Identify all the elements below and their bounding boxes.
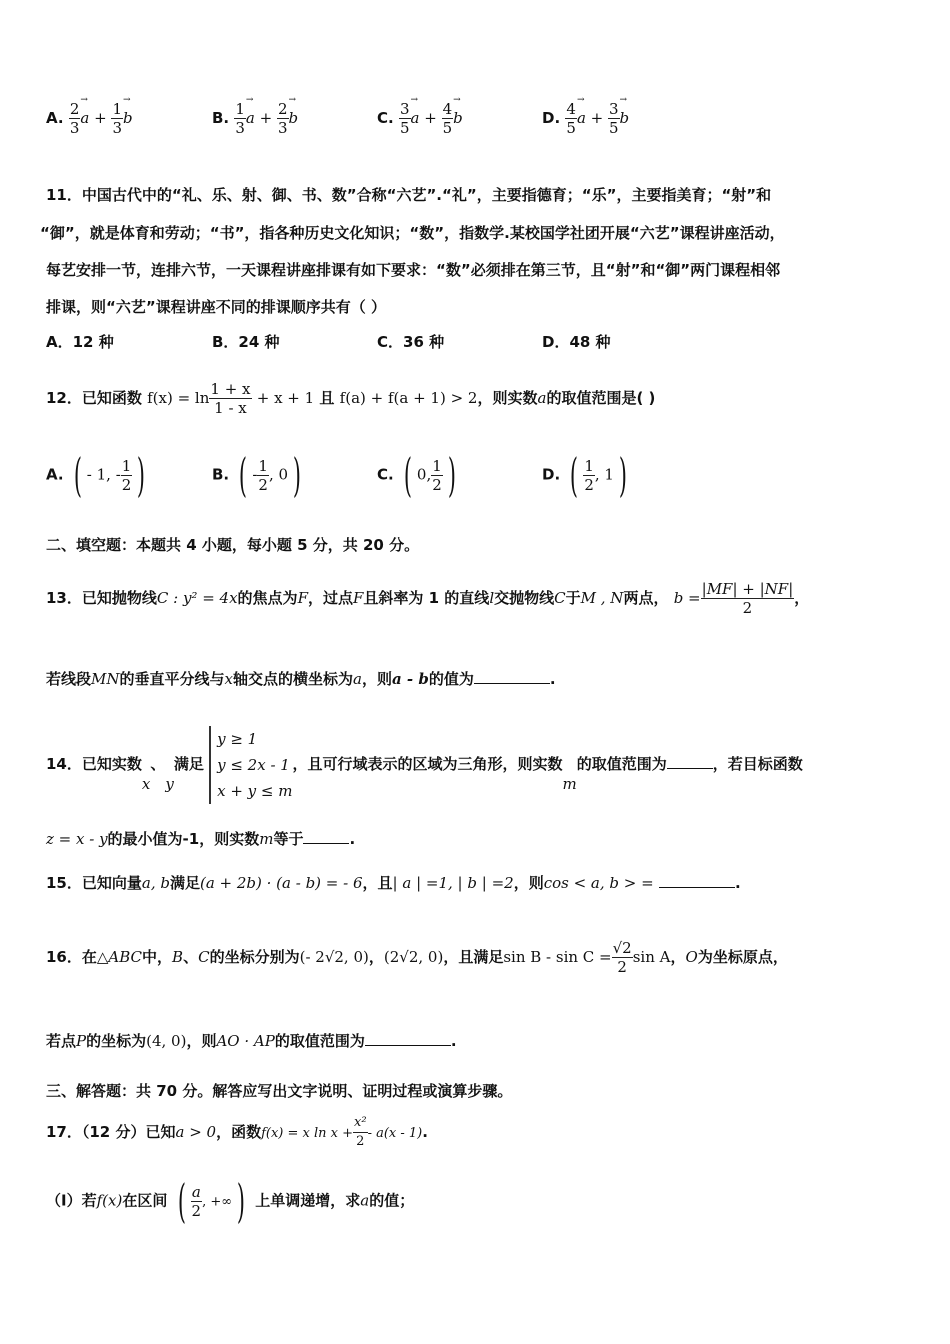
q15-answer-blank[interactable] (659, 887, 735, 888)
q16-b: B (172, 948, 184, 966)
q12-suffix-1: ，则实数 (477, 389, 538, 407)
section-3-heading: 三、解答题：共 70 分。解答应写出文字说明、证明过程或演算步骤。 (46, 1082, 513, 1100)
q12-option-c: C. ( 0, $\frac{1}{2}$ ) (377, 448, 456, 502)
q12-stem (46, 376, 910, 420)
q12-var: a (537, 389, 547, 407)
q11-option-b: B．24 种 (212, 333, 280, 351)
q17-func-frac: $\frac{\text{x²}}{2}$ (354, 1115, 367, 1149)
q14-m: m (562, 775, 577, 793)
q13-text-4: 且斜率为 1 的直线 (363, 589, 490, 607)
q17-text-3: . (422, 1123, 428, 1141)
q11-line-1: 11．中国古代中的“礼、乐、射、御、书、数”合称“六艺”.“礼”，主要指德育；“乐”，主要指美育；“射”和 (46, 186, 772, 204)
q16-comma: ， (368, 948, 384, 966)
q13-answer-blank[interactable] (474, 683, 550, 684)
q16-sep: 、 (183, 948, 199, 966)
q13-focus-2: F (353, 589, 364, 607)
q13-a: a (353, 670, 362, 688)
q11-line-2: “御”，就是体育和劳动；“书”，指各种历史文化知识；“数”，指数学.某校国学社团开展“六艺”课程讲座活动， (40, 224, 785, 242)
q13-curve-c: C (554, 589, 566, 607)
q12-func-tail: + x + 1 (256, 389, 315, 407)
q16-triangle: △ABC (96, 948, 143, 966)
q15-condition: (a + 2b) · (a - b) = - 6 (199, 874, 363, 892)
q14-line-2: z = x - y的最小值为-1，则实数m等于 . (46, 830, 356, 848)
q17-text-2: ，函数 (216, 1123, 262, 1141)
q15-magnitudes: | a | =1, | b | =2 (392, 874, 514, 892)
q15-text-1: 15．已知向量 (46, 874, 142, 892)
q14-text-1: 14．已知实数 (46, 755, 142, 773)
q12-mid: 且 (319, 389, 335, 407)
q13-x-axis: x (224, 670, 233, 688)
q17-condition: a > 0 (175, 1123, 217, 1141)
q13-a-minus-b: a - b (391, 670, 429, 688)
q17-part-1-text-d: 的值； (369, 1191, 415, 1210)
q14-answer-blank-1[interactable] (667, 768, 713, 769)
q16-text-8: 的坐标为 (86, 1032, 147, 1050)
q14-y: y (165, 775, 174, 793)
q14-line-1 (46, 722, 910, 826)
q10-option-c: C. $\frac{3}{5}$ → a + $\frac{4}{5}$ → b (377, 100, 463, 137)
q15-line (46, 872, 910, 894)
section-2-heading: 二、填空题：本题共 4 小题，每小题 5 分，共 20 分。 (46, 536, 420, 554)
q10-option-a: A. $\frac{2}{3}$ → a + $\frac{1}{3}$ → b (46, 100, 133, 137)
q10-option-b: B. $\frac{1}{3}$ → a + $\frac{2}{3}$ → b (212, 100, 298, 137)
q13-line-l: l (489, 589, 495, 607)
q14-sep: 、 (150, 755, 166, 773)
q14-text-5: ，若目标函数 (712, 755, 803, 773)
q16-text-9: ，则 (186, 1032, 217, 1050)
q16-line-1 (46, 934, 910, 980)
q15-vectors: a, b (141, 874, 170, 892)
q13-text-12: ，则 (361, 670, 392, 688)
q14-objective: z = x - y (46, 830, 108, 848)
q15-cos: cos < a, b > = (543, 874, 654, 892)
q13-text-2: 的焦点为 (237, 589, 298, 607)
q16-c: C (198, 948, 210, 966)
q16-text-4: ，且满足 (443, 948, 504, 966)
q17-interval-frac: $\frac{a}{2}$ (191, 1182, 202, 1220)
q16-origin: O (685, 948, 698, 966)
q13-text-11: 轴交点的横坐标为 (232, 670, 353, 688)
q17-part-1: （I）若f(x)在区间 ( $\frac{a}{2}$ , +∞ ) 上单调递增，求a的值； (46, 1174, 415, 1228)
q16-text-6: 为坐标原点， (697, 948, 788, 966)
q16-eq-frac: $\frac{√2}{2}$ (612, 939, 632, 976)
q14-x: x (141, 775, 151, 793)
q16-text-3: 的坐标分别为 (209, 948, 300, 966)
q13-b-lhs: b = (673, 589, 701, 607)
q13-text-7: 两点， (623, 589, 669, 607)
q17-func-a: f(x) = x ln x + (261, 1126, 354, 1141)
q14-text-6: 的最小值为-1，则实数 (107, 830, 260, 848)
q13-text-9: 若线段 (46, 670, 92, 688)
q12-suffix-2: 的取值范围是( ) (546, 389, 656, 407)
q16-point-c: (2√2, 0) (383, 948, 444, 966)
q11-line-4: 排课，则“六艺”课程讲座不同的排课顺序共有（ ） (46, 298, 386, 316)
q14-answer-blank-2[interactable] (303, 843, 349, 844)
q15-text-2: 满足 (169, 874, 200, 892)
q13-text-6: 于 (565, 589, 581, 607)
q14-text-7: 等于 (273, 830, 304, 848)
q16-eq-lhs: sin B - sin C = (503, 948, 612, 966)
q13-segment: MN (91, 670, 120, 688)
q11-line-3: 每艺安排一节，连排六节，一天课程讲座排课有如下要求：“数”必须排在第三节，且“射”和“御”两门课程相邻 (46, 261, 781, 279)
q17-part-1-var: a (360, 1191, 370, 1210)
q15-text-5: . (734, 874, 741, 892)
q12-condition: f(a) + f(a + 1) > 2 (339, 389, 478, 407)
q16-answer-blank[interactable] (365, 1045, 451, 1046)
q11-option-c: C．36 种 (377, 333, 445, 351)
q13-text-13: 的值为 (428, 670, 474, 688)
q12-func-lhs: f(x) = ln (147, 389, 210, 407)
q13-b-frac: $\frac{|MF| + |NF|}{2}$ (701, 580, 794, 617)
q16-point-b: (- 2√2, 0) (299, 948, 369, 966)
q17-interval-right: , +∞ (202, 1194, 233, 1210)
q17-part-1-func: f(x) (96, 1191, 123, 1210)
q16-text-1: 16．在 (46, 948, 97, 966)
q12-option-d: D. ( $\frac{1}{2}$ , 1 ) (542, 448, 628, 502)
q16-text-10: 的取值范围为 (274, 1032, 365, 1050)
q16-p-coords: (4, 0) (146, 1032, 187, 1050)
q13-line-1 (46, 576, 910, 620)
q13-text-3: ，过点 (307, 589, 353, 607)
q13-text-5: 交抛物线 (494, 589, 555, 607)
q17-stem (46, 1112, 910, 1154)
q12-option-b: B. ( - $\frac{1}{2}$ , 0 ) (212, 448, 302, 502)
q17-part-1-label: （I）若 (46, 1191, 97, 1210)
q11-option-a: A．12 种 (46, 333, 114, 351)
q13-text-1: 13．已知抛物线 (46, 589, 157, 607)
q16-eq-rhs: sin A (632, 948, 671, 966)
q13-text-8: ， (794, 589, 810, 607)
q17-text-1: 17．（12 分）已知 (46, 1123, 176, 1141)
q11-option-d: D．48 种 (542, 333, 611, 351)
q17-part-1-text-c: 上单调递增，求 (255, 1191, 361, 1210)
q16-text-2: 中， (142, 948, 173, 966)
q12-prefix: 12．已知函数 (46, 389, 142, 407)
q17-part-1-text-b: 在区间 (122, 1191, 168, 1210)
q14-text-3: ，且可行域表示的区域为三角形，则实数 (292, 755, 563, 773)
q12-func-frac: $\frac{1 + x}{1 - x}$ (210, 380, 251, 417)
q10-option-d: D. $\frac{4}{5}$ → a + $\frac{3}{5}$ → b (542, 100, 629, 137)
q16-text-7: 若点 (46, 1032, 77, 1050)
q14-text-2: 满足 (173, 755, 204, 773)
q14-m-2: m (259, 830, 274, 848)
q16-dot-product: AO · AP (216, 1032, 275, 1050)
q15-text-3: ，且 (362, 874, 393, 892)
q13-parabola: C : y² = 4x (156, 589, 238, 607)
q13-focus: F (297, 589, 308, 607)
q16-line-2: 若点P的坐标为(4, 0)，则AO · AP的取值范围为 . (46, 1032, 457, 1050)
q14-text-4: 的取值范围为 (576, 755, 667, 773)
q16-p: P (76, 1032, 87, 1050)
q17-func-b: - a(x - 1) (367, 1126, 423, 1141)
q13-text-10: 的垂直平分线与 (119, 670, 225, 688)
q16-text-5: ， (670, 948, 686, 966)
q14-constraints: y ≥ 1 y ≤ 2x - 1 x + y ≤ m (209, 726, 292, 804)
q13-line-2: 若线段MN的垂直平分线与x轴交点的横坐标为a，则a - b的值为 . (46, 670, 556, 688)
q15-text-4: ，则 (513, 874, 544, 892)
q13-points: M , N (580, 589, 624, 607)
q12-option-a: A. ( - 1, - $\frac{1}{2}$ ) (46, 448, 146, 502)
